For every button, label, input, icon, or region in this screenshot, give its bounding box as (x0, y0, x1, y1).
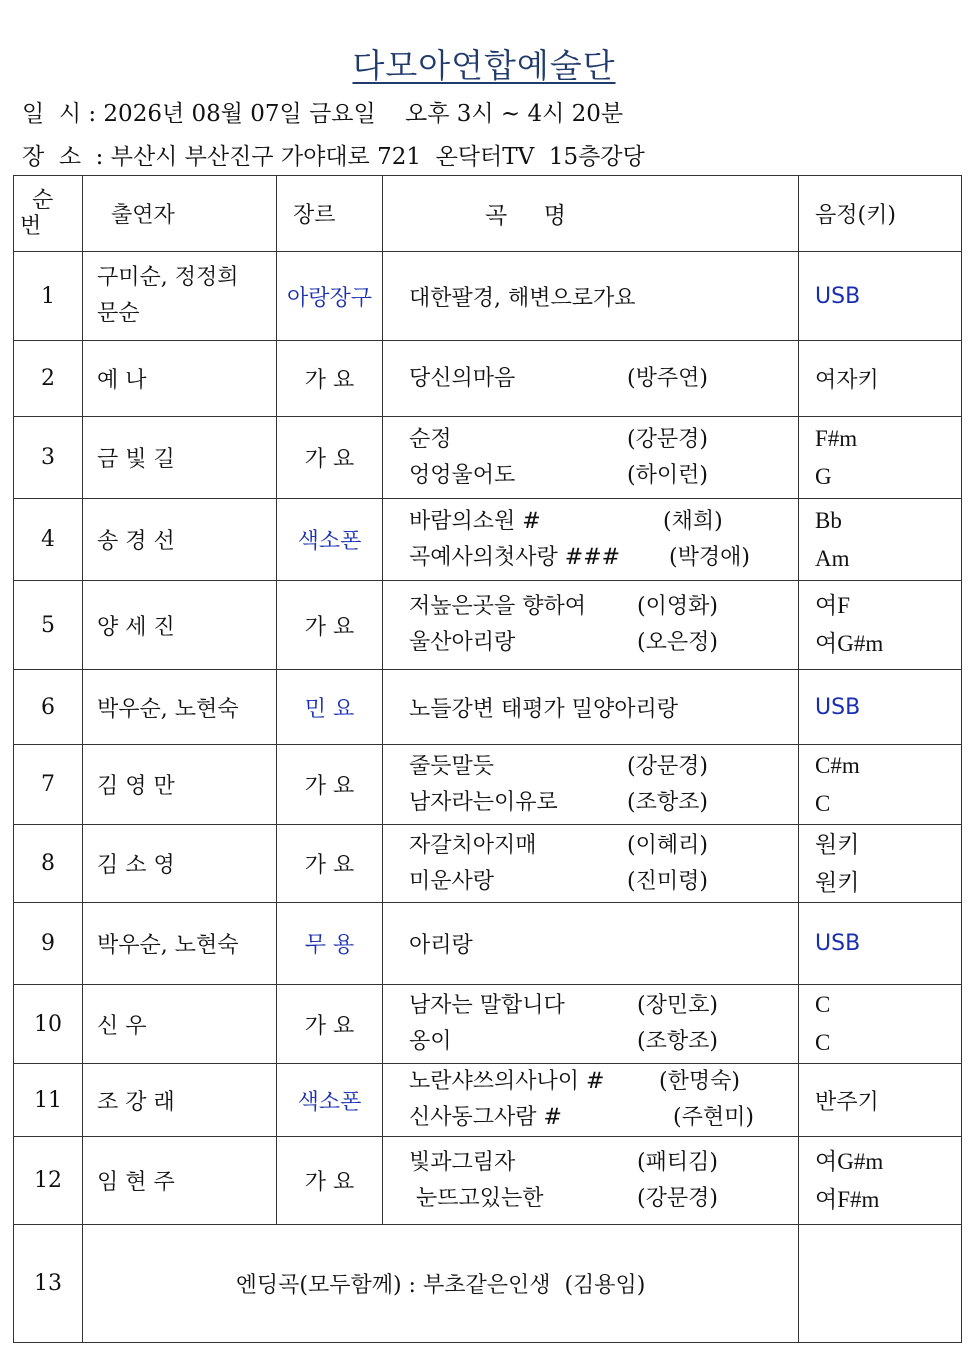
table-header-row (14, 176, 962, 252)
song-artist: (박경애) (669, 544, 750, 570)
key-value: 원키 (815, 869, 860, 895)
song-artist: (방주연) (627, 365, 708, 391)
song-title: 엉엉울어도 (409, 462, 516, 488)
header-genre: 장르 (277, 176, 383, 252)
row-song (383, 745, 799, 825)
row-no: 2 (14, 341, 83, 417)
row-key: USB (799, 903, 962, 985)
song-title: 울산아리랑 (409, 630, 516, 655)
row-song: 노들강변 태평가 밀양아리랑 (383, 670, 799, 745)
song-artist: (강문경) (637, 1185, 718, 1211)
row-song (383, 1137, 799, 1225)
row-no: 12 (14, 1137, 83, 1225)
table-row (14, 417, 962, 499)
key-value: C (815, 992, 831, 1017)
header-key: 음정(키) (799, 176, 962, 252)
song-title: 저높은곳을 향하여 (409, 594, 587, 619)
row-performer: 임 현 주 (83, 1137, 277, 1225)
row-key: 여자키 (799, 341, 962, 417)
song-artist: (강문경) (627, 426, 708, 452)
table-row (14, 903, 962, 985)
row-key (799, 985, 962, 1064)
header-performer: 출연자 (83, 176, 277, 252)
song-title: 미운사랑 (409, 868, 495, 894)
row-no: 10 (14, 985, 83, 1064)
performer-line: 문순 (97, 301, 140, 326)
song-title: 순정 (409, 426, 452, 452)
song-title: 당신의마음 (409, 365, 516, 391)
program-table (13, 175, 962, 1343)
row-key (799, 1225, 962, 1343)
song-title: 남자라는이유로 (409, 789, 558, 815)
row-song: 아리랑 (383, 903, 799, 985)
song-artist: (채희) (663, 508, 723, 534)
row-song (383, 1064, 799, 1137)
row-no: 1 (14, 252, 83, 341)
row-song (383, 499, 799, 581)
key-value: C (815, 1030, 831, 1055)
key-value: G (815, 463, 832, 489)
song-artist: (조항조) (627, 789, 708, 815)
key-value: 여G#m (815, 1148, 884, 1174)
event-venue: 장 소 : 부산시 부산진구 가야대로 721 온닥터TV 15층강당 (22, 144, 645, 170)
row-no: 6 (14, 670, 83, 745)
row-no: 11 (14, 1064, 83, 1137)
row-key (799, 825, 962, 903)
row-song (383, 825, 799, 903)
song-artist: (하이런) (627, 462, 708, 488)
song-artist: (진미령) (627, 868, 708, 894)
song-artist: (오은정) (637, 630, 718, 655)
song-artist: (패티김) (637, 1149, 718, 1175)
row-performer: 박우순, 노현숙 (83, 670, 277, 745)
song-title: 노란샤쓰의사나이 # (409, 1069, 605, 1094)
song-title: 곡예사의첫사랑 ### (409, 544, 621, 570)
song-title: 바람의소원 # (409, 508, 541, 534)
row-key (799, 417, 962, 499)
performer-line: 구미순, 정정희 (97, 265, 239, 290)
row-song (383, 417, 799, 499)
song-artist: (이혜리) (627, 832, 708, 858)
row-key: USB (799, 670, 962, 745)
song-title: 줄듯말듯 (409, 753, 495, 779)
row-genre: 색소폰 (277, 1064, 383, 1137)
row-genre: 가 요 (277, 581, 383, 670)
row-no: 8 (14, 825, 83, 903)
table-row (14, 252, 962, 341)
song-artist: (주현미) (673, 1105, 754, 1130)
page-title-wrap (0, 40, 968, 87)
key-value: Am (815, 545, 850, 571)
row-performer: 김 영 만 (83, 745, 277, 825)
row-genre: 가 요 (277, 825, 383, 903)
row-performer: 박우순, 노현숙 (83, 903, 277, 985)
row-genre: 가 요 (277, 1137, 383, 1225)
table-row (14, 581, 962, 670)
row-no: 5 (14, 581, 83, 670)
song-artist: (한명숙) (659, 1069, 740, 1094)
ending-song: 엔딩곡(모두함께) : 부초같은인생 (김용임) (83, 1225, 799, 1343)
key-value: 여F#m (815, 1186, 880, 1212)
key-value: 원키 (815, 831, 860, 857)
song-title: 남자는 말합니다 (409, 993, 565, 1018)
row-performer: 조 강 래 (83, 1064, 277, 1137)
row-key (799, 581, 962, 670)
key-value: 여G#m (815, 631, 884, 656)
row-performer: 신 우 (83, 985, 277, 1064)
row-song (383, 581, 799, 670)
key-value: 여F (815, 593, 851, 618)
row-performer: 송 경 선 (83, 499, 277, 581)
table-row (14, 985, 962, 1064)
header-no (14, 176, 83, 252)
row-key (799, 745, 962, 825)
row-genre: 색소폰 (277, 499, 383, 581)
row-genre: 아랑장구 (277, 252, 383, 341)
row-genre: 가 요 (277, 985, 383, 1064)
row-performer (83, 252, 277, 341)
key-value: C#m (815, 752, 860, 778)
row-key (799, 1137, 962, 1225)
row-performer: 예 나 (83, 341, 277, 417)
row-key (799, 499, 962, 581)
row-genre: 무 용 (277, 903, 383, 985)
row-no: 4 (14, 499, 83, 581)
key-value: Bb (815, 507, 842, 533)
row-no: 3 (14, 417, 83, 499)
row-song (383, 985, 799, 1064)
song-title: 자갈치아지매 (409, 832, 537, 858)
event-datetime: 일 시 : 2026년 08월 07일 금요일 오후 3시 ~ 4시 20분 (22, 101, 624, 127)
row-genre: 가 요 (277, 341, 383, 417)
table-row (14, 825, 962, 903)
song-title: 눈뜨고있는한 (409, 1185, 544, 1211)
table-row (14, 341, 962, 417)
row-performer: 금 빛 길 (83, 417, 277, 499)
header-no-top: 순 (32, 187, 54, 213)
row-genre: 가 요 (277, 417, 383, 499)
row-no: 7 (14, 745, 83, 825)
table-row (14, 1137, 962, 1225)
song-title: 옹이 (409, 1029, 452, 1054)
row-genre: 가 요 (277, 745, 383, 825)
song-artist: (강문경) (627, 753, 708, 779)
row-song: 대한팔경, 해변으로가요 (383, 252, 799, 341)
header-no-bottom: 번 (20, 213, 42, 239)
header-song: 곡 명 (383, 176, 799, 252)
table-row (14, 670, 962, 745)
row-key: USB (799, 252, 962, 341)
song-artist: (조항조) (637, 1029, 718, 1054)
song-artist: (장민호) (637, 993, 718, 1018)
page-title: 다모아연합예술단 (352, 46, 616, 85)
row-genre: 민 요 (277, 670, 383, 745)
table-row (14, 499, 962, 581)
row-no: 13 (14, 1225, 83, 1343)
row-key: 반주기 (799, 1064, 962, 1137)
table-row (14, 1064, 962, 1137)
key-value: C (815, 790, 831, 816)
row-performer: 양 세 진 (83, 581, 277, 670)
row-performer: 김 소 영 (83, 825, 277, 903)
row-song (383, 341, 799, 417)
song-title: 신사동그사람 # (409, 1105, 562, 1130)
table-row (14, 745, 962, 825)
song-artist: (이영화) (637, 594, 718, 619)
table-row (14, 1225, 962, 1343)
row-no: 9 (14, 903, 83, 985)
key-value: F#m (815, 425, 858, 451)
song-title: 빛과그림자 (409, 1149, 516, 1175)
